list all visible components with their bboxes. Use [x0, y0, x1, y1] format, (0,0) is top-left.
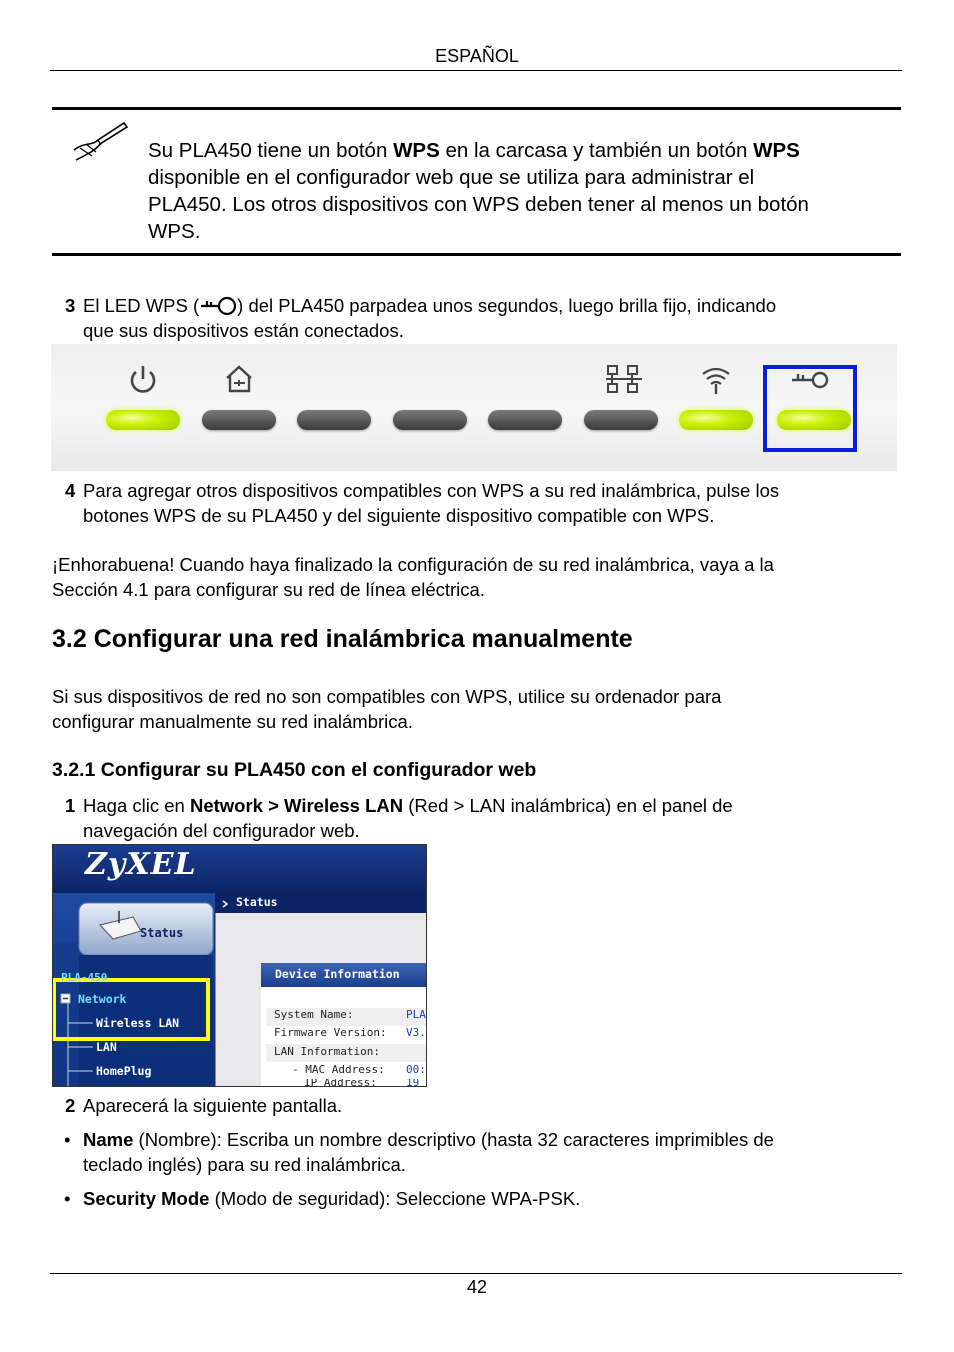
- table-row: - MAC Address: 00:: [292, 1062, 426, 1076]
- note-bottom-rule: [52, 253, 901, 256]
- table-row: Firmware Version: V3.: [274, 1026, 426, 1040]
- nav-wireless-lan[interactable]: Wireless LAN: [96, 1016, 180, 1030]
- device-info-table: [274, 1006, 427, 1087]
- page-number: 42: [466, 1277, 488, 1297]
- zyxel-logo: ZyXEL: [85, 847, 197, 882]
- header-rule: [50, 70, 902, 71]
- nav-lan[interactable]: LAN: [96, 1040, 117, 1054]
- note-pen-icon: [70, 120, 130, 164]
- tab-status[interactable]: Status: [140, 926, 184, 940]
- list-item: • Security Mode (Modo de seguridad): Seleccione WPA-PSK.: [64, 1188, 581, 1209]
- step-2: 2 Aparecerá la siguiente pantalla.: [65, 1095, 343, 1116]
- power-led: [106, 410, 180, 430]
- power-icon: [126, 362, 160, 396]
- note-text: Su PLA450 tiene un botón WPS en la carcasa y también un botón WPS disponible en el configurador web que se utiliza para administrar el PLA450. Los otros dispositivos con WPS deben tener al menos un botón WPS.: [148, 139, 809, 243]
- panel-title-device-information: Device Information: [275, 967, 400, 981]
- table-row: System Name: PLA: [274, 1008, 426, 1021]
- section-heading: 3.2 Configurar una red inalámbrica manualmente: [52, 625, 633, 653]
- step-4: 4 Para agregar otros dispositivos compatibles con WPS a su red inalámbrica, pulse los botones WPS de su PLA450 y del siguiente dispositivo compatible con WPS.: [65, 480, 780, 526]
- wireless-led: [679, 410, 753, 430]
- led-4: [393, 410, 467, 430]
- table-row: IP Address: 19: [304, 1079, 420, 1087]
- nav-network[interactable]: Network: [78, 992, 127, 1006]
- homeplug-house-icon: [222, 362, 256, 396]
- page-header-language: ESPAÑOL: [435, 46, 519, 66]
- breadcrumb-status: Status: [236, 895, 278, 909]
- wps-key-icon: [199, 294, 237, 316]
- intro-paragraph: Si sus dispositivos de red no son compatibles con WPS, utilice su ordenador para configurar manualmente su red inalámbrica.: [52, 686, 722, 732]
- note-top-rule: [52, 107, 901, 110]
- led-panel-photo: [51, 344, 897, 471]
- nav-homeplug[interactable]: HomePlug: [96, 1064, 152, 1078]
- wps-led-highlight-box: [763, 365, 857, 452]
- ethernet-led: [584, 410, 658, 430]
- footer-rule: [50, 1273, 902, 1274]
- congrats-paragraph: ¡Enhorabuena! Cuando haya finalizado la configuración de su red inalámbrica, vaya a la Sección 4.1 para configurar su red de línea eléctrica.: [52, 554, 774, 600]
- web-configurator-screenshot: [52, 844, 427, 1087]
- step-1: 1 Haga clic en Network > Wireless LAN (Red > LAN inalámbrica) en el panel de navegación del configurador web.: [65, 795, 733, 841]
- table-row: LAN Information:: [274, 1044, 380, 1058]
- list-item: • Name (Nombre): Escriba un nombre descriptivo (hasta 32 caracteres imprimibles de teclado inglés) para su red inalámbrica.: [64, 1129, 774, 1175]
- ethernet-network-icon: [604, 362, 644, 396]
- subsection-heading: 3.2.1 Configurar su PLA450 con el configurador web: [52, 759, 537, 781]
- wireless-icon: [699, 362, 733, 396]
- nav-model: PLA-450: [61, 973, 108, 983]
- step-3: 3 El LED WPS ( ) del PLA450 parpadea unos segundos, luego brilla fijo, indicando que sus dispositivos están conectados.: [65, 295, 777, 341]
- led-5: [488, 410, 562, 430]
- homeplug-led: [202, 410, 276, 430]
- led-3: [297, 410, 371, 430]
